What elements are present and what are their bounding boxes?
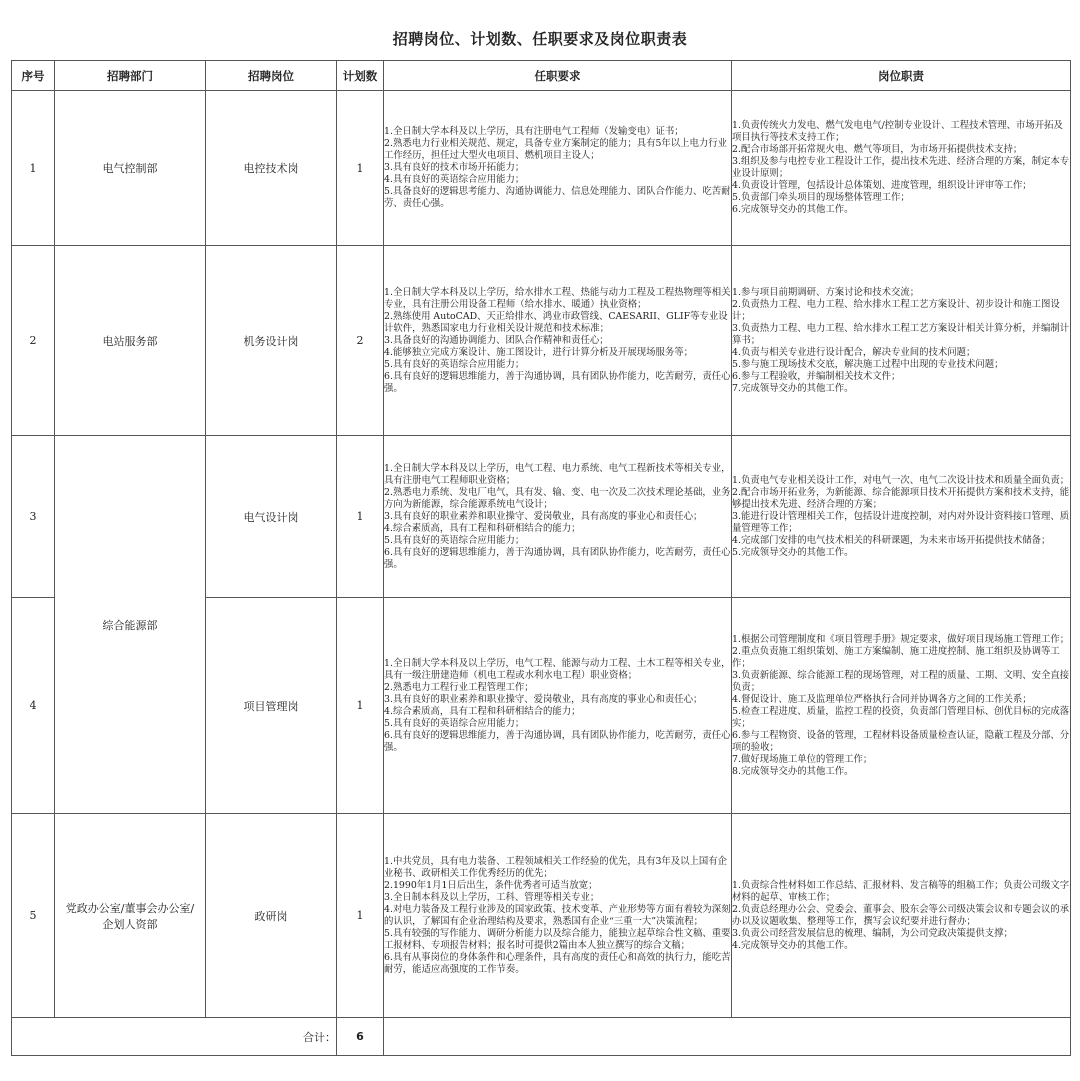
row-dept: 电站服务部 xyxy=(55,246,206,436)
row-count: 1 xyxy=(337,91,384,246)
row-count: 1 xyxy=(337,598,384,814)
row-dept: 综合能源部 xyxy=(55,436,206,814)
row-no: 2 xyxy=(12,246,55,436)
row-position: 政研岗 xyxy=(206,814,337,1018)
recruitment-table xyxy=(11,60,1071,1056)
row-no: 5 xyxy=(12,814,55,1018)
total-row xyxy=(12,1018,1071,1056)
row-dept: 电气控制部 xyxy=(55,91,206,246)
header-no: 序号 xyxy=(12,61,55,91)
row-position: 项目管理岗 xyxy=(206,598,337,814)
row-duties: 1.负责传统火力发电、燃气发电电气/控制专业设计、工程技术管理、市场开拓及项目执行等技术支持工作； 2.配合市场部开拓常规火电、燃气等项目，为市场开拓提供技术支持； 3.组织及参与电控专业工程设计工作，提出技术先进、经济合理的方案，制定本专业设计原则； 4.负责设计管理，包括设计总体策划、进度管理，组织设计评审等工作； 5.负责部门牵头项目的现场整体管理工作； 6.完成领导交办的其他工作。 xyxy=(732,91,1071,246)
row-count: 1 xyxy=(337,436,384,598)
row-requirements: 1.全日制大学本科及以上学历，具有注册电气工程师（发输变电）证书； 2.熟悉电力行业相关规范、规定，具备专业方案制定的能力；具有5年以上电力行业工作经历，担任过大型火电项目、燃机项目主设人； 3.具有良好的技术市场开拓能力； 4.具有良好的英语综合应用能力； 5.具备良好的逻辑思考能力、沟通协调能力、信息处理能力、团队合作能力、吃苦耐劳、责任心强。 xyxy=(384,91,732,246)
total-label: 合计： xyxy=(12,1018,337,1056)
row-duties: 1.负责电气专业相关设计工作，对电气一次、电气二次设计技术和质量全面负责； 2.配合市场开拓业务，为新能源、综合能源项目技术开拓提供方案和技术支持，能够提出技术先进、经济合理的方案； 3.能进行设计管理相关工作，包括设计进度控制，对内对外设计资料接口管理、质量管理等工作； 4.完成部门安排的电气技术相关的科研课题，为未来市场开拓提供技术储备； 5.完成领导交办的其他工作。 xyxy=(732,436,1071,598)
header-duties: 岗位职责 xyxy=(732,61,1071,91)
row-duties: 1.负责综合性材料如工作总结、汇报材料、发言稿等的组稿工作；负责公司级文字材料的起草、审核工作； 2.负责总经理办公会、党委会、董事会、股东会等公司级决策会议和专题会议的承办以及议题收集、整理等工作，撰写会议纪要并进行督办； 3.负责公司经营发展信息的梳理、编制，为公司党政决策提供支撑； 4.完成领导交办的其他工作。 xyxy=(732,814,1071,1018)
header-row xyxy=(12,61,1071,91)
row-requirements: 1.中共党员，具有电力装备、工程领域相关工作经验的优先，具有3年及以上国有企业秘书、政研相关工作优秀经历的优先； 2.1990年1月1日后出生，条件优秀者可适当放宽； 3.全日制本科及以上学历，工科、管理等相关专业； 4.对电力装备及工程行业涉及的国家政策、技术变革、产业形势等方面有着较为深刻的认识，了解国有企业治理结构及要求，熟悉国有企业“三重一大”决策流程； 5.具有较强的写作能力、调研分析能力以及综合能力，能独立起草综合性文稿、重要工报材料、专项报告材料；报名时可提供2篇由本人独立撰写的综合文稿； 6.具有从事岗位的身体条件和心理条件，具有高度的责任心和高效的执行力，能吃苦耐劳，能适应高强度的工作节奏。 xyxy=(384,814,732,1018)
row-dept: 党政办公室/董事会办公室/企划人资部 xyxy=(55,814,206,1018)
row-requirements: 1.全日制大学本科及以上学历，电气工程、电力系统、电气工程新技术等相关专业，具有注册电气工程师职业资格； 2.熟悉电力系统、发电厂电气，具有发、输、变、电一次及二次技术理论基础，业务方向为新能源，综合能源系统电气设计； 3.具有良好的职业素养和职业操守、爱岗敬业，具有高度的事业心和责任心； 4.综合素质高，具有工程和科研相结合的能力； 5.具有良好的英语综合应用能力； 6.具有良好的逻辑思维能力，善于沟通协调，具有团队协作能力，吃苦耐劳，责任心强。 xyxy=(384,436,732,598)
row-requirements: 1.全日制大学本科及以上学历，给水排水工程、热能与动力工程及工程热物理等相关专业，具有注册公用设备工程师（给水排水、暖通）执业资格； 2.熟练使用 AutoCAD、天正给排水、鸿业市政管线、CAESARII、GLIF等专业设计软件，熟悉国家电力行业相关设计规范和技术标准； 3.具备良好的沟通协调能力、团队合作精神和责任心； 4.能够独立完成方案设计、施工图设计，进行计算分析及开展现场服务等； 5.具有良好的英语综合应用能力； 6.具有良好的逻辑思维能力，善于沟通协调，具有团队协作能力，吃苦耐劳，责任心强。 xyxy=(384,246,732,436)
row-position: 电控技术岗 xyxy=(206,91,337,246)
total-value: 6 xyxy=(337,1018,384,1056)
row-duties: 1.参与项目前期调研、方案讨论和技术交流； 2.负责热力工程、电力工程、给水排水工程工艺方案设计、初步设计和施工图设计； 3.负责热力工程、电力工程、给水排水工程工艺方案设计相关计算分析，并编制计算书； 4.负责与相关专业进行设计配合，解决专业间的技术问题； 5.参与施工现场技术交底，解决施工过程中出现的专业技术问题； 6.参与工程验收，并编制相关技术文件； 7.完成领导交办的其他工作。 xyxy=(732,246,1071,436)
table-row xyxy=(12,814,1071,1018)
header-position: 招聘岗位 xyxy=(206,61,337,91)
row-no: 3 xyxy=(12,436,55,598)
table-row xyxy=(12,91,1071,246)
row-duties: 1.根据公司管理制度和《项目管理手册》规定要求，做好项目现场施工管理工作； 2.重点负责施工组织策划、施工方案编制、施工进度控制、施工组织及协调等工作； 3.负责新能源、综合能源工程的现场管理，对工程的质量、工期、文明、安全直接负责； 4.督促设计、施工及监理单位严格执行合同并协调各方之间的工作关系； 5.检查工程进度、质量，监控工程的投资，负责部门管理目标、创优目标的完成落实； 6.参与工程物资、设备的管理，工程材料设备质量检查认证，隐蔽工程及分部、分项的验收； 7.做好现场施工单位的管理工作； 8.完成领导交办的其他工作。 xyxy=(732,598,1071,814)
header-count: 计划数 xyxy=(337,61,384,91)
row-position: 电气设计岗 xyxy=(206,436,337,598)
header-requirements: 任职要求 xyxy=(384,61,732,91)
row-no: 1 xyxy=(12,91,55,246)
table-row xyxy=(12,436,1071,598)
table-row xyxy=(12,246,1071,436)
row-count: 1 xyxy=(337,814,384,1018)
row-requirements: 1.全日制大学本科及以上学历，电气工程、能源与动力工程、土木工程等相关专业，具有一级注册建造师（机电工程或水利水电工程）职业资格； 2.熟悉电力工程行业工程管理工作； 3.具有良好的职业素养和职业操守、爱岗敬业，具有高度的事业心和责任心； 4.综合素质高，具有工程和科研相结合的能力； 5.具有良好的英语综合应用能力； 6.具有良好的逻辑思维能力，善于沟通协调，具有团队协作能力，吃苦耐劳，责任心强。 xyxy=(384,598,732,814)
row-no: 4 xyxy=(12,598,55,814)
row-position: 机务设计岗 xyxy=(206,246,337,436)
table-title: 招聘岗位、计划数、任职要求及岗位职责表 xyxy=(392,30,688,48)
total-empty xyxy=(384,1018,1071,1056)
header-dept: 招聘部门 xyxy=(55,61,206,91)
row-count: 2 xyxy=(337,246,384,436)
